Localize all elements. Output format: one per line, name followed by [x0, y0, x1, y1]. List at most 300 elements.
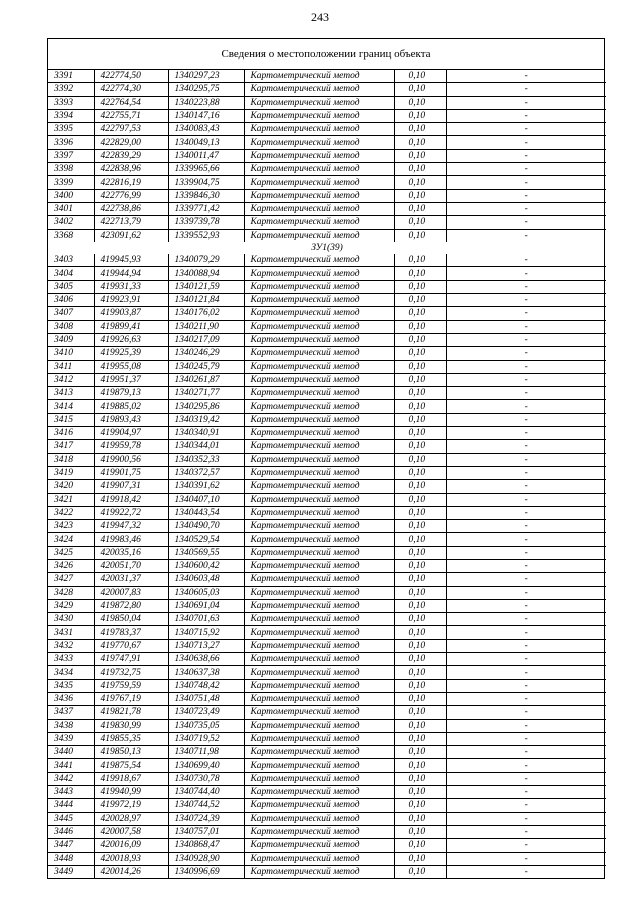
- table-row: [48, 852, 606, 865]
- x-coordinate-cell: 419879,13: [94, 387, 168, 400]
- accuracy-cell: 0,10: [394, 666, 446, 679]
- table-row: [48, 546, 606, 559]
- accuracy-cell: 0,10: [394, 216, 446, 229]
- accuracy-cell: 0,10: [394, 506, 446, 519]
- table-row: [48, 825, 606, 838]
- table-row: [48, 613, 606, 626]
- x-coordinate-cell: 420031,37: [94, 573, 168, 586]
- table-row: [48, 320, 606, 333]
- point-number-cell: 3431: [48, 626, 94, 639]
- point-number-cell: 3413: [48, 387, 94, 400]
- point-number-cell: 3400: [48, 189, 94, 202]
- table-row: [48, 626, 606, 639]
- description-cell: -: [446, 149, 606, 162]
- method-cell: Картометрический метод: [244, 480, 394, 493]
- x-coordinate-cell: 420007,83: [94, 586, 168, 599]
- accuracy-cell: 0,10: [394, 440, 446, 453]
- method-cell: Картометрический метод: [244, 440, 394, 453]
- accuracy-cell: 0,10: [394, 109, 446, 122]
- x-coordinate-cell: 419885,02: [94, 400, 168, 413]
- method-cell: Картометрический метод: [244, 653, 394, 666]
- description-cell: -: [524, 866, 528, 877]
- accuracy-cell: 0,10: [394, 149, 446, 162]
- x-coordinate-cell: 422829,00: [94, 136, 168, 149]
- table-row: [48, 189, 606, 202]
- y-coordinate-cell: 1340711,98: [168, 746, 244, 759]
- y-coordinate-cell: 1340605,03: [168, 586, 244, 599]
- y-coordinate-cell: 1340011,47: [168, 149, 244, 162]
- table-row: [48, 586, 606, 599]
- x-coordinate-cell: 422839,29: [94, 149, 168, 162]
- y-coordinate-cell: 1340319,42: [168, 413, 244, 426]
- point-number-cell: 3411: [48, 360, 94, 373]
- point-number-cell: 3447: [48, 839, 94, 852]
- x-coordinate-cell: 419907,31: [94, 480, 168, 493]
- y-coordinate-cell: 1340352,33: [168, 453, 244, 466]
- description-cell: -: [446, 533, 606, 546]
- y-coordinate-cell: 1340719,52: [168, 732, 244, 745]
- table-row: [48, 109, 606, 122]
- table-row: [48, 202, 606, 215]
- y-coordinate-cell: 1340713,27: [168, 639, 244, 652]
- x-coordinate-cell: 420014,26: [94, 865, 168, 878]
- point-number-cell: 3429: [48, 599, 94, 612]
- description-cell: -: [446, 559, 606, 572]
- y-coordinate-cell: 1340271,77: [168, 387, 244, 400]
- method-cell: Картометрический метод: [244, 506, 394, 519]
- method-cell: Картометрический метод: [244, 706, 394, 719]
- y-coordinate-cell: 1340748,42: [168, 679, 244, 692]
- point-number-cell: 3395: [48, 123, 94, 136]
- description-cell: -: [446, 812, 606, 825]
- accuracy-cell: 0,10: [394, 812, 446, 825]
- table-row: [48, 653, 606, 666]
- x-coordinate-cell: 419926,63: [94, 333, 168, 346]
- x-coordinate-cell: 422774,50: [94, 70, 168, 83]
- y-coordinate-cell: 1339771,42: [168, 202, 244, 215]
- point-number-cell: 3445: [48, 812, 94, 825]
- accuracy-cell: 0,10: [394, 360, 446, 373]
- y-coordinate-cell: 1340344,01: [168, 440, 244, 453]
- y-coordinate-cell: 1340723,49: [168, 706, 244, 719]
- y-coordinate-cell: 1340757,01: [168, 825, 244, 838]
- point-number-cell: 3391: [48, 70, 94, 83]
- description-cell: -: [446, 679, 606, 692]
- description-cell: -: [446, 427, 606, 440]
- y-coordinate-cell: 1340176,02: [168, 307, 244, 320]
- point-number-cell: 3408: [48, 320, 94, 333]
- description-cell: -: [446, 546, 606, 559]
- x-coordinate-cell: 419947,32: [94, 520, 168, 533]
- method-cell: Картометрический метод: [244, 373, 394, 386]
- accuracy-cell: 0,10: [394, 613, 446, 626]
- table-row: [48, 493, 606, 506]
- point-number-cell: 3448: [48, 852, 94, 865]
- description-cell: -: [446, 825, 606, 838]
- table-row: [48, 759, 606, 772]
- table-row: [48, 149, 606, 162]
- method-cell: Картометрический метод: [244, 333, 394, 346]
- description-cell: -: [446, 136, 606, 149]
- table-row: [48, 719, 606, 732]
- point-number-cell: 3432: [48, 639, 94, 652]
- y-coordinate-cell: 1340217,09: [168, 333, 244, 346]
- accuracy-cell: 0,10: [394, 347, 446, 360]
- x-coordinate-cell: 419959,78: [94, 440, 168, 453]
- description-cell: -: [446, 706, 606, 719]
- description-cell: -: [446, 70, 606, 83]
- table-row: [48, 799, 606, 812]
- description-cell: -: [446, 216, 606, 229]
- table-row: [48, 812, 606, 825]
- table-row: [48, 786, 606, 799]
- x-coordinate-cell: 419783,37: [94, 626, 168, 639]
- table-row: [48, 294, 606, 307]
- method-cell: Картометрический метод: [244, 599, 394, 612]
- x-coordinate-cell: 419903,87: [94, 307, 168, 320]
- description-cell: -: [446, 320, 606, 333]
- description-cell: -: [446, 799, 606, 812]
- table-row: [48, 267, 606, 280]
- method-cell: Картометрический метод: [244, 466, 394, 479]
- boundary-points-table: [48, 70, 606, 878]
- accuracy-cell: 0,10: [394, 786, 446, 799]
- accuracy-cell: 0,10: [394, 427, 446, 440]
- point-number-cell: 3396: [48, 136, 94, 149]
- point-number-cell: 3394: [48, 109, 94, 122]
- point-number-cell: 3368: [48, 229, 94, 242]
- point-number-cell: 3446: [48, 825, 94, 838]
- y-coordinate-cell: 1339904,75: [168, 176, 244, 189]
- method-cell: Картометрический метод: [244, 347, 394, 360]
- accuracy-cell: 0,10: [394, 96, 446, 109]
- table-row: [48, 96, 606, 109]
- x-coordinate-cell: 419875,54: [94, 759, 168, 772]
- x-coordinate-cell: 423091,62: [94, 229, 168, 242]
- accuracy-cell: 0,10: [394, 280, 446, 293]
- description-cell: -: [446, 493, 606, 506]
- method-cell: Картометрический метод: [244, 772, 394, 785]
- table-row: [48, 163, 606, 176]
- point-number-cell: 3427: [48, 573, 94, 586]
- point-number-cell: 3426: [48, 559, 94, 572]
- y-coordinate-cell: 1340261,87: [168, 373, 244, 386]
- description-cell: -: [446, 280, 606, 293]
- x-coordinate-cell: 419872,80: [94, 599, 168, 612]
- table-row: [48, 559, 606, 572]
- point-number-cell: 3398: [48, 163, 94, 176]
- point-number-cell: 3403: [48, 254, 94, 267]
- table-row: [48, 347, 606, 360]
- y-coordinate-cell: 1340730,78: [168, 772, 244, 785]
- y-coordinate-cell: 1340295,75: [168, 83, 244, 96]
- method-cell: Картометрический метод: [244, 163, 394, 176]
- description-cell: -: [446, 254, 606, 267]
- table-row: [48, 400, 606, 413]
- description-cell: -: [446, 692, 606, 705]
- accuracy-cell: 0,10: [394, 852, 446, 865]
- y-coordinate-cell: 1340600,42: [168, 559, 244, 572]
- y-coordinate-cell: 1340147,16: [168, 109, 244, 122]
- y-coordinate-cell: 1340121,59: [168, 280, 244, 293]
- accuracy-cell: 0,10: [394, 400, 446, 413]
- method-cell: Картометрический метод: [244, 267, 394, 280]
- description-cell: -: [446, 839, 606, 852]
- accuracy-cell: 0,10: [394, 599, 446, 612]
- accuracy-cell: 0,10: [394, 176, 446, 189]
- accuracy-cell: 0,10: [394, 759, 446, 772]
- x-coordinate-cell: 419850,13: [94, 746, 168, 759]
- y-coordinate-cell: 1340638,66: [168, 653, 244, 666]
- method-cell: Картометрический метод: [244, 280, 394, 293]
- description-cell: -: [446, 123, 606, 136]
- method-cell: Картометрический метод: [244, 109, 394, 122]
- table-row: [48, 679, 606, 692]
- table-row: [48, 706, 606, 719]
- x-coordinate-cell: 419900,56: [94, 453, 168, 466]
- x-coordinate-cell: 419899,41: [94, 320, 168, 333]
- accuracy-cell: 0,10: [394, 653, 446, 666]
- point-number-cell: 3406: [48, 294, 94, 307]
- y-coordinate-cell: 1340245,79: [168, 360, 244, 373]
- x-coordinate-cell: 419955,08: [94, 360, 168, 373]
- x-coordinate-cell: 420028,97: [94, 812, 168, 825]
- description-cell: -: [446, 453, 606, 466]
- method-cell: Картометрический метод: [244, 759, 394, 772]
- table-row: [48, 599, 606, 612]
- method-cell: Картометрический метод: [244, 149, 394, 162]
- point-number-cell: 3435: [48, 679, 94, 692]
- method-cell: Картометрический метод: [244, 626, 394, 639]
- page-number: 243: [311, 10, 329, 24]
- point-number-cell: 3415: [48, 413, 94, 426]
- point-number-cell: 3439: [48, 732, 94, 745]
- table-row: [48, 307, 606, 320]
- y-coordinate-cell: 1340223,88: [168, 96, 244, 109]
- method-cell: Картометрический метод: [244, 320, 394, 333]
- boundary-table-sheet: [47, 38, 605, 879]
- y-coordinate-cell: 1340088,94: [168, 267, 244, 280]
- description-cell: -: [446, 267, 606, 280]
- description-cell: -: [446, 759, 606, 772]
- point-number-cell: 3421: [48, 493, 94, 506]
- accuracy-cell: 0,10: [394, 307, 446, 320]
- method-cell: Картометрический метод: [244, 666, 394, 679]
- method-cell: Картометрический метод: [244, 799, 394, 812]
- point-number-cell: 3392: [48, 83, 94, 96]
- x-coordinate-cell: 419951,37: [94, 373, 168, 386]
- method-cell: Картометрический метод: [244, 812, 394, 825]
- rows-group-a: [48, 70, 606, 242]
- method-cell: Картометрический метод: [244, 493, 394, 506]
- accuracy-cell: 0,10: [394, 254, 446, 267]
- y-coordinate-cell: 1340724,39: [168, 812, 244, 825]
- table-row: [48, 453, 606, 466]
- point-number-cell: 3417: [48, 440, 94, 453]
- description-cell: -: [446, 307, 606, 320]
- y-coordinate-cell: 1340928,90: [168, 852, 244, 865]
- point-number-cell: 3428: [48, 586, 94, 599]
- x-coordinate-cell: 419893,43: [94, 413, 168, 426]
- y-coordinate-cell: 1340443,54: [168, 506, 244, 519]
- y-coordinate-cell: 1340744,40: [168, 786, 244, 799]
- table-row: [48, 839, 606, 852]
- y-coordinate-cell: 1340637,38: [168, 666, 244, 679]
- accuracy-cell: 0,10: [394, 746, 446, 759]
- accuracy-cell: 0,10: [394, 520, 446, 533]
- description-cell: -: [446, 413, 606, 426]
- accuracy-cell: 0,10: [394, 333, 446, 346]
- x-coordinate-cell: 419925,39: [94, 347, 168, 360]
- y-coordinate-cell: 1340083,43: [168, 123, 244, 136]
- accuracy-cell: 0,10: [394, 163, 446, 176]
- method-cell: Картометрический метод: [244, 679, 394, 692]
- point-number-cell: 3399: [48, 176, 94, 189]
- point-number-cell: 3422: [48, 506, 94, 519]
- x-coordinate-cell: 419747,91: [94, 653, 168, 666]
- x-coordinate-cell: 419901,75: [94, 466, 168, 479]
- y-coordinate-cell: 1340603,48: [168, 573, 244, 586]
- accuracy-cell: 0,10: [394, 533, 446, 546]
- y-coordinate-cell: 1339552,93: [168, 229, 244, 242]
- x-coordinate-cell: 422816,19: [94, 176, 168, 189]
- y-coordinate-cell: 1339846,30: [168, 189, 244, 202]
- method-cell: Картометрический метод: [244, 639, 394, 652]
- description-cell: -: [446, 440, 606, 453]
- description-cell: -: [446, 400, 606, 413]
- point-number-cell: 3440: [48, 746, 94, 759]
- x-coordinate-cell: 419931,33: [94, 280, 168, 293]
- table-row: [48, 254, 606, 267]
- description-cell: -: [446, 613, 606, 626]
- method-cell: Картометрический метод: [244, 865, 394, 878]
- description-cell: -: [446, 852, 606, 865]
- method-cell: Картометрический метод: [244, 413, 394, 426]
- method-cell: Картометрический метод: [244, 360, 394, 373]
- method-cell: Картометрический метод: [244, 520, 394, 533]
- method-cell: Картометрический метод: [244, 83, 394, 96]
- description-cell: -: [446, 520, 606, 533]
- description-cell: -: [446, 772, 606, 785]
- x-coordinate-cell: 419972,19: [94, 799, 168, 812]
- method-cell: Картометрический метод: [244, 400, 394, 413]
- section-label: ЗУ1(39): [311, 243, 343, 253]
- method-cell: Картометрический метод: [244, 732, 394, 745]
- x-coordinate-cell: 419918,42: [94, 493, 168, 506]
- y-coordinate-cell: 1340211,90: [168, 320, 244, 333]
- accuracy-cell: 0,10: [394, 136, 446, 149]
- table-row: [48, 70, 606, 83]
- point-number-cell: 3416: [48, 427, 94, 440]
- description-cell: -: [446, 466, 606, 479]
- y-coordinate-cell: 1339739,78: [168, 216, 244, 229]
- description-cell: -: [446, 83, 606, 96]
- rows-group-b: [48, 254, 606, 878]
- method-cell: Картометрический метод: [244, 387, 394, 400]
- accuracy-cell: 0,10: [394, 387, 446, 400]
- x-coordinate-cell: 422838,96: [94, 163, 168, 176]
- accuracy-cell: 0,10: [394, 825, 446, 838]
- method-cell: Картометрический метод: [244, 453, 394, 466]
- section-row: [48, 242, 606, 254]
- table-row: [48, 666, 606, 679]
- method-cell: Картометрический метод: [244, 533, 394, 546]
- accuracy-cell: 0,10: [394, 799, 446, 812]
- description-cell: -: [446, 96, 606, 109]
- accuracy-cell: 0,10: [394, 229, 446, 242]
- point-number-cell: 3423: [48, 520, 94, 533]
- x-coordinate-cell: 419983,46: [94, 533, 168, 546]
- description-cell: -: [446, 333, 606, 346]
- accuracy-cell: 0,10: [394, 732, 446, 745]
- accuracy-cell: 0,10: [394, 573, 446, 586]
- accuracy-cell: 0,10: [394, 692, 446, 705]
- table-row: [48, 520, 606, 533]
- description-cell: -: [446, 347, 606, 360]
- accuracy-cell: 0,10: [394, 772, 446, 785]
- point-number-cell: 3402: [48, 216, 94, 229]
- y-coordinate-cell: 1340868,47: [168, 839, 244, 852]
- point-number-cell: 3438: [48, 719, 94, 732]
- y-coordinate-cell: 1340715,92: [168, 626, 244, 639]
- description-cell: -: [446, 360, 606, 373]
- accuracy-cell: 0,10: [394, 453, 446, 466]
- method-cell: Картометрический метод: [244, 692, 394, 705]
- x-coordinate-cell: 422764,54: [94, 96, 168, 109]
- table-row: [48, 480, 606, 493]
- description-cell: -: [446, 506, 606, 519]
- y-coordinate-cell: 1340391,62: [168, 480, 244, 493]
- description-cell: -: [446, 202, 606, 215]
- point-number-cell: 3441: [48, 759, 94, 772]
- x-coordinate-cell: 419850,04: [94, 613, 168, 626]
- x-coordinate-cell: 422755,71: [94, 109, 168, 122]
- method-cell: Картометрический метод: [244, 123, 394, 136]
- accuracy-cell: 0,10: [394, 839, 446, 852]
- y-coordinate-cell: 1340246,29: [168, 347, 244, 360]
- x-coordinate-cell: 419770,67: [94, 639, 168, 652]
- method-cell: Картометрический метод: [244, 719, 394, 732]
- point-number-cell: 3405: [48, 280, 94, 293]
- table-row: [48, 466, 606, 479]
- accuracy-cell: 0,10: [394, 586, 446, 599]
- method-cell: Картометрический метод: [244, 573, 394, 586]
- table-row: [48, 533, 606, 546]
- method-cell: Картометрический метод: [244, 586, 394, 599]
- table-row: [48, 387, 606, 400]
- method-cell: Картометрический метод: [244, 136, 394, 149]
- x-coordinate-cell: 419821,78: [94, 706, 168, 719]
- method-cell: Картометрический метод: [244, 202, 394, 215]
- table-row: [48, 333, 606, 346]
- point-number-cell: 3437: [48, 706, 94, 719]
- method-cell: Картометрический метод: [244, 613, 394, 626]
- point-number-cell: 3401: [48, 202, 94, 215]
- description-cell: -: [446, 746, 606, 759]
- method-cell: Картометрический метод: [244, 254, 394, 267]
- table-row: [48, 573, 606, 586]
- x-coordinate-cell: 420007,58: [94, 825, 168, 838]
- accuracy-cell: 0,10: [394, 639, 446, 652]
- y-coordinate-cell: 1340735,05: [168, 719, 244, 732]
- method-cell: Картометрический метод: [244, 427, 394, 440]
- method-cell: Картометрический метод: [244, 229, 394, 242]
- x-coordinate-cell: 419945,93: [94, 254, 168, 267]
- description-cell: -: [446, 639, 606, 652]
- table-row: [48, 360, 606, 373]
- x-coordinate-cell: 420016,09: [94, 839, 168, 852]
- table-row: [48, 373, 606, 386]
